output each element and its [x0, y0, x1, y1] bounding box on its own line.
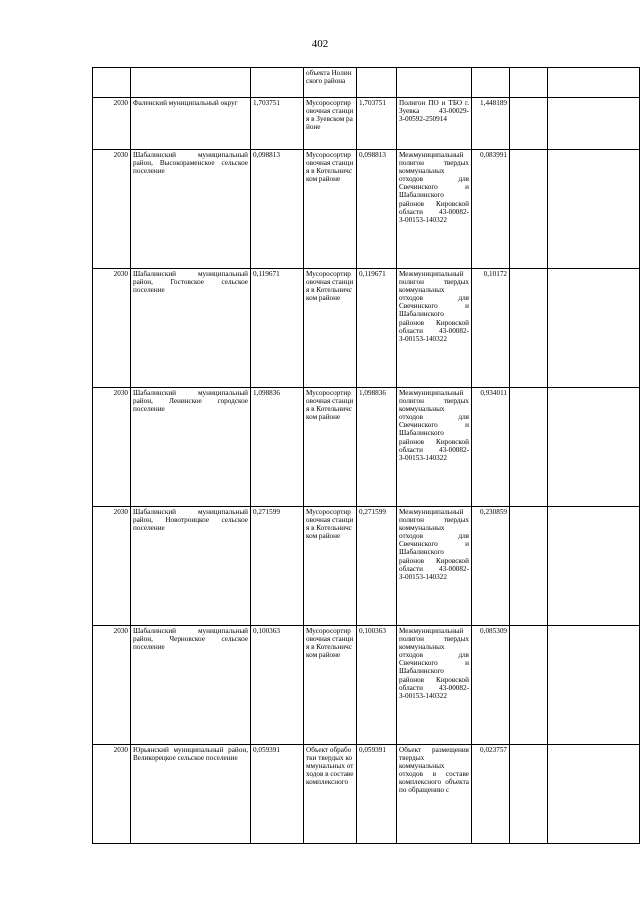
empty-cell — [548, 269, 640, 388]
volume-cell: 1,098836 — [251, 388, 304, 507]
facility-cell: Мусоросортировочная станция в Зуевском районе — [304, 98, 357, 150]
page-number: 402 — [311, 38, 329, 50]
transfer-cell: 0,059391 — [357, 745, 397, 844]
territory-cell: Юрьянский муниципальный район, Великорецкое сельское поселение — [131, 745, 251, 844]
facility-cell: Мусоросортировочная станция в Котельничском районе — [304, 388, 357, 507]
table-row — [93, 626, 640, 745]
disposal-cell: 0,083991 — [472, 150, 510, 269]
facility-cell: Объект обработки твердых коммунальных отходов в составе комплексного — [304, 745, 357, 844]
territory-cell: Шабалинский муниципальный район, Гостовское сельское поселение — [131, 269, 251, 388]
destination-cell: Межмуниципальный полигон твердых коммунальных отходов для Свечинского и Шабалинского районов Кировской области 43-00082-З-00153-140322 — [397, 269, 472, 388]
year-cell: 2030 — [93, 388, 131, 507]
territory-cell — [131, 68, 251, 98]
destination-cell — [397, 68, 472, 98]
table-row — [93, 98, 640, 150]
year-cell: 2030 — [93, 98, 131, 150]
empty-cell — [548, 150, 640, 269]
destination-cell: Межмуниципальный полигон твердых коммунальных отходов для Свечинского и Шабалинского районов Кировской области 43-00082-З-00153-140322 — [397, 150, 472, 269]
transfer-cell: 0,119671 — [357, 269, 397, 388]
territory-cell: Шабалинский муниципальный район, Новотроицкое сельское поселение — [131, 507, 251, 626]
table-row — [93, 745, 640, 844]
year-cell: 2030 — [93, 507, 131, 626]
empty-cell — [510, 269, 548, 388]
table-row — [93, 269, 640, 388]
volume-cell: 0,059391 — [251, 745, 304, 844]
table-row — [93, 68, 640, 98]
empty-cell — [548, 507, 640, 626]
transfer-cell: 0,098813 — [357, 150, 397, 269]
disposal-cell: 0,934011 — [472, 388, 510, 507]
empty-cell — [510, 98, 548, 150]
transfer-cell — [357, 68, 397, 98]
disposal-cell: 0,023757 — [472, 745, 510, 844]
territory-cell: Фаленский муниципальный округ — [131, 98, 251, 150]
empty-cell — [548, 68, 640, 98]
territory-cell: Шабалинский муниципальный район, Черновское сельское поселение — [131, 626, 251, 745]
volume-cell: 1,703751 — [251, 98, 304, 150]
facility-cell: объекта Нолинского района — [304, 68, 357, 98]
disposal-cell: 1,448189 — [472, 98, 510, 150]
empty-cell — [510, 745, 548, 844]
empty-cell — [510, 150, 548, 269]
facility-cell: Мусоросортировочная станция в Котельничском районе — [304, 626, 357, 745]
empty-cell — [548, 388, 640, 507]
disposal-cell: 0,085309 — [472, 626, 510, 745]
volume-cell: 0,098813 — [251, 150, 304, 269]
table-row — [93, 388, 640, 507]
territory-cell: Шабалинский муниципальный район, Ленинское городское поселение — [131, 388, 251, 507]
territory-cell: Шабалинский муниципальный район, Высокораменское сельское поселение — [131, 150, 251, 269]
empty-cell — [510, 507, 548, 626]
year-cell: 2030 — [93, 150, 131, 269]
year-cell: 2030 — [93, 269, 131, 388]
destination-cell: Полигон ПО и ТБО г. Зуевка 43-00029-З-00592-250914 — [397, 98, 472, 150]
destination-cell: Межмуниципальный полигон твердых коммунальных отходов для Свечинского и Шабалинского районов Кировской области 43-00082-З-00153-140322 — [397, 388, 472, 507]
transfer-cell: 0,271599 — [357, 507, 397, 626]
volume-cell — [251, 68, 304, 98]
facility-cell: Мусоросортировочная станция в Котельничском районе — [304, 269, 357, 388]
transfer-cell: 1,098836 — [357, 388, 397, 507]
facility-cell: Мусоросортировочная станция в Котельничском районе — [304, 507, 357, 626]
empty-cell — [548, 626, 640, 745]
empty-cell — [510, 68, 548, 98]
year-cell: 2030 — [93, 626, 131, 745]
destination-cell: Объект размещения твердых коммунальных отходов в составе комплексного объекта по обращению с — [397, 745, 472, 844]
disposal-cell: 0,10172 — [472, 269, 510, 388]
facility-cell: Мусоросортировочная станция в Котельничском районе — [304, 150, 357, 269]
volume-cell: 0,119671 — [251, 269, 304, 388]
empty-cell — [548, 745, 640, 844]
destination-cell: Межмуниципальный полигон твердых коммунальных отходов для Свечинского и Шабалинского районов Кировской области 43-00082-З-00153-140322 — [397, 626, 472, 745]
table-row — [93, 507, 640, 626]
empty-cell — [510, 626, 548, 745]
empty-cell — [510, 388, 548, 507]
waste-flow-table — [92, 67, 640, 844]
disposal-cell: 0,230859 — [472, 507, 510, 626]
destination-cell: Межмуниципальный полигон твердых коммунальных отходов для Свечинского и Шабалинского районов Кировской области 43-00082-З-00153-140322 — [397, 507, 472, 626]
transfer-cell: 0,100363 — [357, 626, 397, 745]
volume-cell: 0,271599 — [251, 507, 304, 626]
empty-cell — [548, 98, 640, 150]
year-cell — [93, 68, 131, 98]
transfer-cell: 1,703751 — [357, 98, 397, 150]
table-row — [93, 150, 640, 269]
volume-cell: 0,100363 — [251, 626, 304, 745]
year-cell: 2030 — [93, 745, 131, 844]
disposal-cell — [472, 68, 510, 98]
